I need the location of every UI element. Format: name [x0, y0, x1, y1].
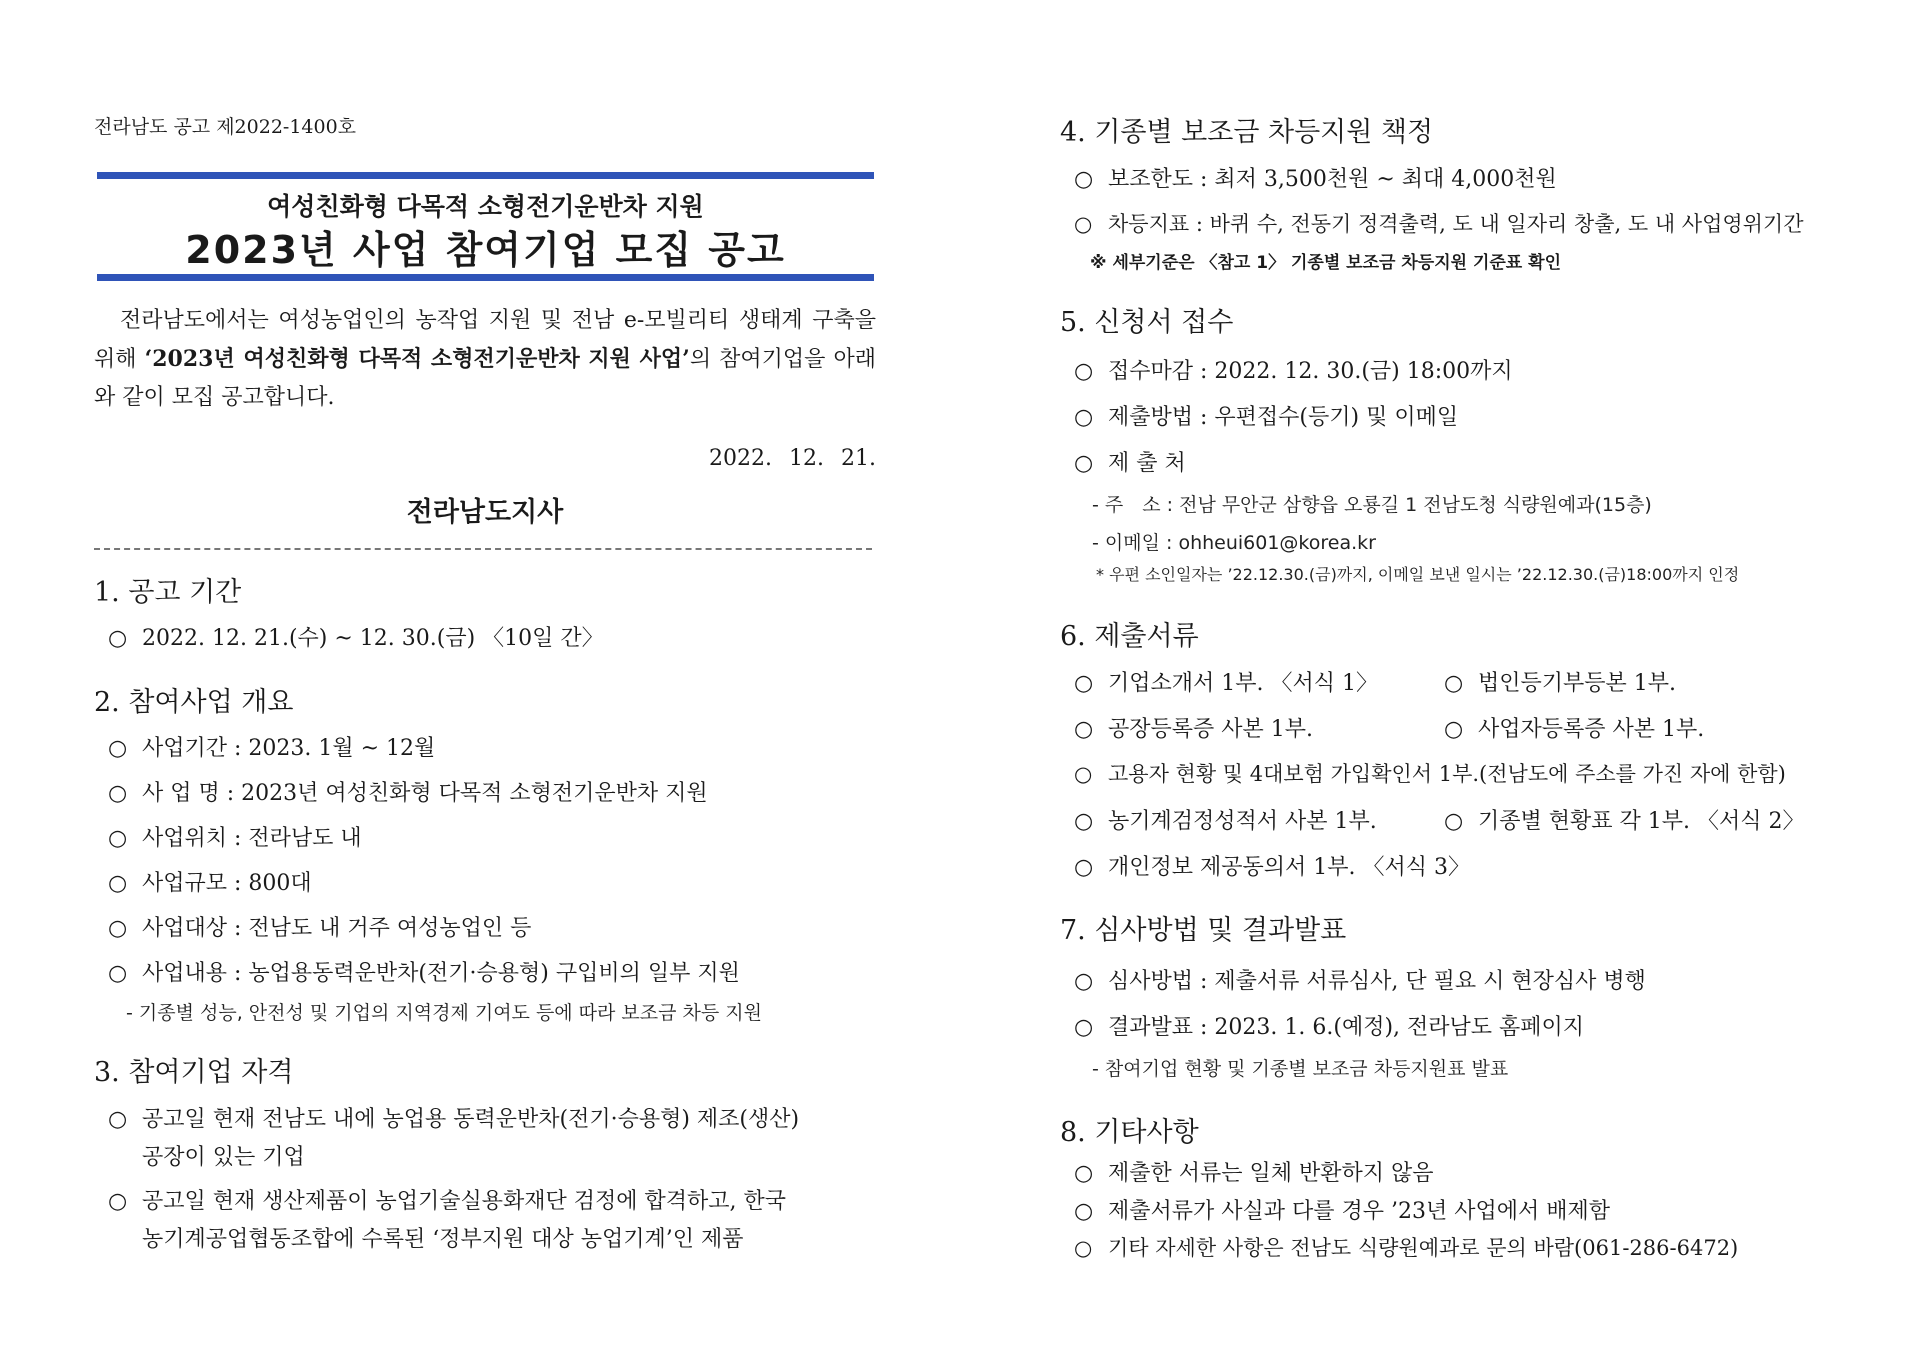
bullet: ○ [1074, 359, 1094, 384]
item-text: 공고일 현재 생산제품이 농업기술실용화재단 검정에 합격하고, 한국 [142, 1189, 787, 1214]
sub-item: - 기종별 성능, 안전성 및 기업의 지역경제 기여도 등에 따라 보조금 차등 지원 [126, 1002, 762, 1024]
bullet: ○ [108, 736, 128, 761]
bullet: ○ [108, 961, 128, 986]
bullet: ○ [1074, 451, 1094, 476]
bullet: ○ [1074, 167, 1094, 192]
section-8-title: 8. 기타사항 [1060, 1117, 1199, 1148]
email-line: - 이메일 : ohheui601@korea.kr [1092, 532, 1376, 554]
bullet: ○ [1074, 969, 1094, 994]
title-line-2: 2023년 사업 참여기업 모집 공고 [185, 228, 786, 272]
list-item [1074, 666, 1378, 697]
bullet: ○ [1074, 762, 1093, 786]
item-text: 고용자 현황 및 4대보험 가입확인서 1부.(전남도에 주소를 가진 자에 한함) [1108, 762, 1786, 786]
list-item [1444, 804, 1804, 835]
list-item [1074, 162, 1557, 193]
title-box [97, 172, 874, 281]
item-text: 차등지표 : 바퀴 수, 전동기 정격출력, 도 내 일자리 창출, 도 내 사업영위기간 [1108, 212, 1804, 236]
bullet: ○ [1074, 405, 1094, 430]
bullet: ○ [1074, 855, 1094, 880]
item-text: 사업내용 : 농업용동력운반차(전기·승용형) 구입비의 일부 지원 [142, 961, 740, 986]
section-2-title: 2. 참여사업 개요 [94, 687, 294, 718]
list-item [108, 1184, 786, 1215]
notice-date: 2022. 12. 21. [709, 446, 876, 471]
section-6-title: 6. 제출서류 [1060, 621, 1199, 652]
section-5-title: 5. 신청서 접수 [1060, 307, 1234, 338]
bullet: ○ [1074, 1015, 1094, 1040]
item-text: 제출방법 : 우편접수(등기) 및 이메일 [1108, 405, 1459, 430]
bullet: ○ [108, 781, 128, 806]
sub-item: - 참여기업 현황 및 기종별 보조금 차등지원표 발표 [1092, 1058, 1509, 1080]
item-text: 2022. 12. 21.(수) ~ 12. 30.(금) 〈10일 간〉 [142, 626, 604, 651]
list-item [1074, 850, 1470, 881]
list-item [1074, 1194, 1610, 1225]
intro-bold-text: ‘2023년 여성친화형 다목적 소형전기운반차 지원 사업’ [144, 346, 690, 372]
item-text: 기업소개서 1부. 〈서식 1〉 [1108, 671, 1378, 696]
item-text: 사업위치 : 전라남도 내 [142, 826, 362, 851]
address-line: - 주 소 : 전남 무안군 삼향읍 오룡길 1 전남도청 식량원예과(15층) [1092, 494, 1652, 516]
section-3-title: 3. 참여기업 자격 [94, 1057, 294, 1088]
item-text: 심사방법 : 제출서류 서류심사, 단 필요 시 현장심사 병행 [1108, 969, 1646, 994]
bullet: ○ [1444, 809, 1464, 834]
notice-number: 전라남도 공고 제2022-1400호 [94, 116, 357, 138]
item-text: 사업자등록증 사본 1부. [1478, 717, 1705, 742]
list-item [108, 956, 740, 987]
list-item [1074, 964, 1646, 995]
bullet: ○ [108, 916, 128, 941]
list-item [1074, 1232, 1738, 1262]
item-text: 제출한 서류는 일체 반환하지 않음 [1108, 1161, 1434, 1186]
bullet: ○ [108, 871, 128, 896]
bullet: ○ [1074, 671, 1094, 696]
list-item [108, 731, 435, 762]
list-item [1074, 1010, 1584, 1041]
item-text: 기종별 현황표 각 1부. 〈서식 2〉 [1478, 809, 1805, 834]
intro-text: 전라남도에서는 여성농업인의 농작업 지원 및 전남 e-모빌리티 생태계 구축을 위해 [94, 308, 876, 372]
item-text: 법인등기부등본 1부. [1478, 671, 1676, 696]
title-line-1: 여성친화형 다목적 소형전기운반차 지원 [267, 192, 704, 221]
intro-text-end: 의 참여기업을 아래와 같이 모집 공고합니다. [94, 347, 876, 410]
list-item [1074, 712, 1313, 743]
list-item [1444, 666, 1676, 697]
item-text: 제출서류가 사실과 다를 경우 ’23년 사업에서 배제함 [1108, 1199, 1610, 1224]
list-item [1074, 758, 1786, 788]
list-item [1074, 446, 1186, 477]
bullet: ○ [1444, 717, 1464, 742]
list-item [1074, 208, 1804, 238]
bullet: ○ [1074, 1236, 1093, 1260]
bullet: ○ [1074, 717, 1094, 742]
item-continuation: 농기계공업협동조합에 수록된 ‘정부지원 대상 농업기계’인 제품 [142, 1227, 744, 1252]
item-text: 사업기간 : 2023. 1월 ~ 12월 [142, 736, 436, 761]
reference-note: ※ 세부기준은 〈참고 1〉 기종별 보조금 차등지원 기준표 확인 [1090, 253, 1561, 273]
item-continuation: 공장이 있는 기업 [142, 1145, 305, 1170]
item-text: 공장등록증 사본 1부. [1108, 717, 1313, 742]
bullet: ○ [1074, 1161, 1094, 1186]
bullet: ○ [1444, 671, 1464, 696]
list-item [1074, 1156, 1434, 1187]
list-item [108, 821, 362, 852]
item-text: 사업대상 : 전남도 내 거주 여성농업인 등 [142, 916, 532, 941]
item-text: 사 업 명 : 2023년 여성친화형 다목적 소형전기운반차 지원 [142, 781, 708, 806]
intro-paragraph [94, 302, 876, 417]
list-item [108, 866, 312, 897]
list-item [1444, 712, 1704, 743]
section-7-title: 7. 심사방법 및 결과발표 [1060, 915, 1347, 946]
list-item [1074, 400, 1458, 431]
bullet: ○ [108, 626, 128, 651]
bullet: ○ [108, 1189, 128, 1214]
item-text: 개인정보 제공동의서 1부. 〈서식 3〉 [1108, 855, 1470, 880]
list-item [108, 776, 708, 807]
list-item [108, 1102, 799, 1133]
bullet: ○ [108, 826, 128, 851]
bullet: ○ [108, 1107, 128, 1132]
postmark-note: * 우편 소인일자는 ’22.12.30.(금)까지, 이메일 보낸 일시는 ’22.12.30.(금)18:00까지 인정 [1096, 565, 1740, 584]
item-text: 제 출 처 [1108, 451, 1186, 476]
item-text: 접수마감 : 2022. 12. 30.(금) 18:00까지 [1108, 359, 1513, 384]
issuer: 전라남도지사 [406, 497, 564, 528]
bullet: ○ [1074, 212, 1093, 236]
item-text: 공고일 현재 전남도 내에 농업용 동력운반차(전기·승용형) 제조(생산) [142, 1107, 800, 1132]
section-1-title: 1. 공고 기간 [94, 577, 242, 608]
section-4-title: 4. 기종별 보조금 차등지원 책정 [1060, 117, 1434, 148]
list-item [1074, 354, 1513, 385]
item-text: 보조한도 : 최저 3,500천원 ~ 최대 4,000천원 [1108, 167, 1557, 192]
list-item [108, 911, 531, 942]
item-text: 사업규모 : 800대 [142, 871, 312, 896]
list-item [1074, 804, 1377, 835]
item-text: 결과발표 : 2023. 1. 6.(예정), 전라남도 홈페이지 [1108, 1015, 1585, 1040]
item-text: 농기계검정성적서 사본 1부. [1108, 809, 1377, 834]
dashed-divider [94, 548, 872, 550]
item-text: 기타 자세한 사항은 전남도 식량원예과로 문의 바람(061-286-6472) [1108, 1236, 1739, 1260]
bullet: ○ [1074, 1199, 1094, 1224]
bullet: ○ [1074, 809, 1094, 834]
list-item [108, 621, 604, 652]
